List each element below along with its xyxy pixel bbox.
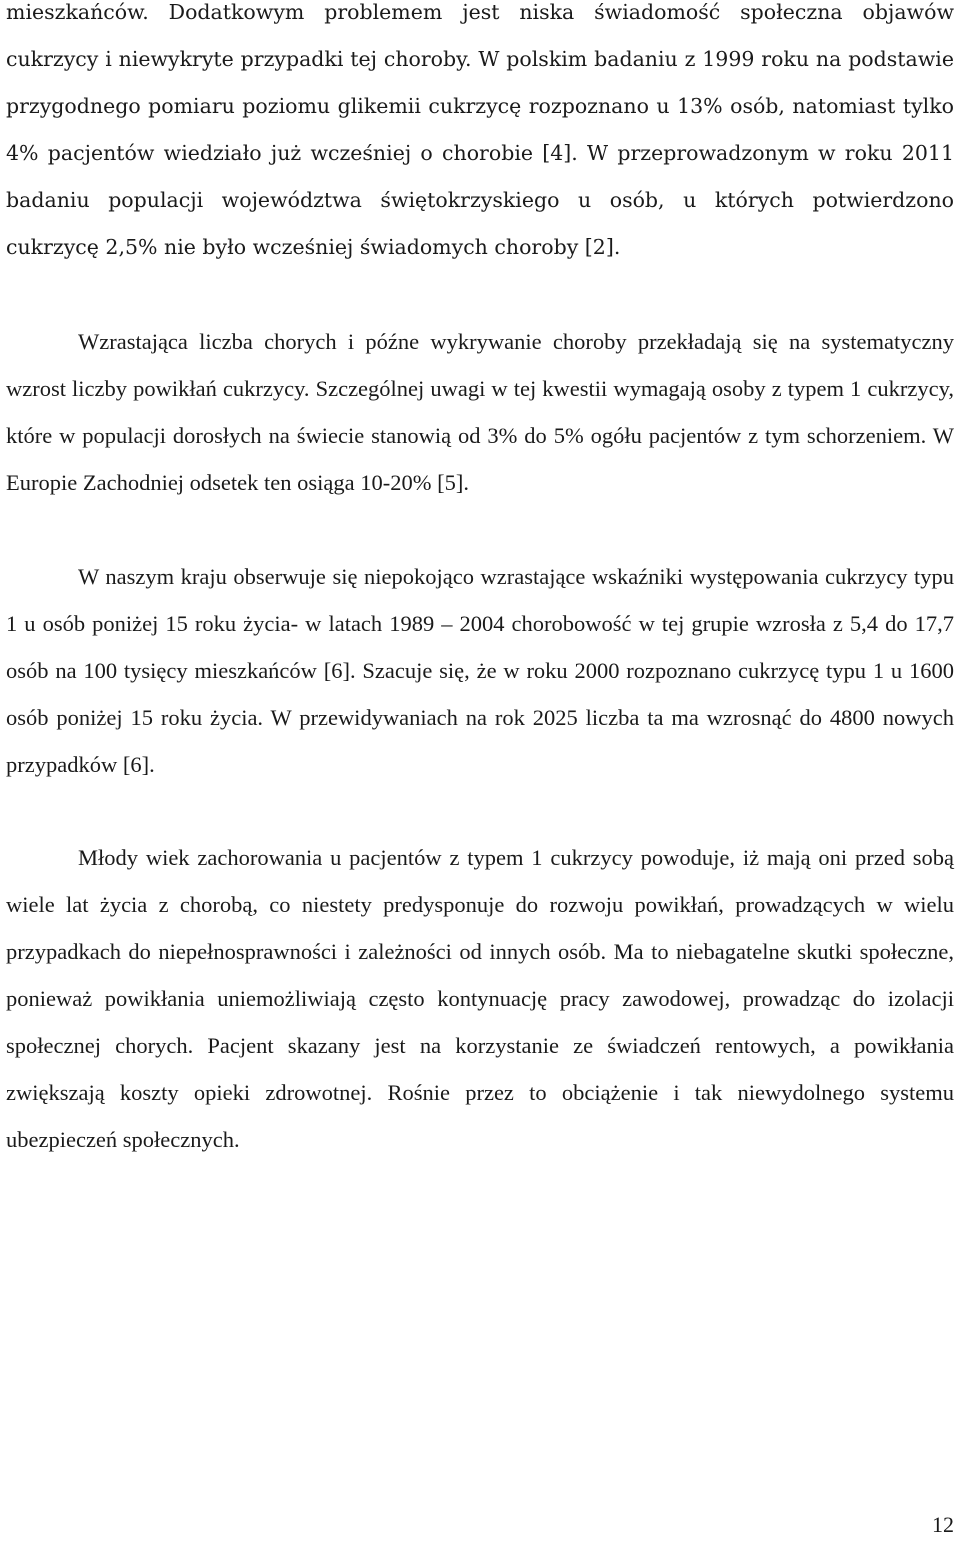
page-number: 12 (932, 1512, 954, 1537)
paragraph-type1-incidence-poland: W naszym kraju obserwuje się niepokojąco wzrastające wskaźniki występowania cukrzycy typu 1 u osób poniżej 15 roku życia- w latach 1989 – 2004 chorobowość w tej grupie wzrosła z 5,4 do 17,7 osób na 100 tysięcy mieszkańców [6]. Szacuje się, że w roku 2000 rozpoznano cukrzycę typu 1 u 1600 osób poniżej 15 roku życia. W przewidywaniach na rok 2025 liczba ta ma wzrosnąć do 4800 nowych przypadków [6]. (6, 564, 954, 777)
paragraph-diabetes-awareness: mieszkańców. Dodatkowym problemem jest niska świadomość społeczna objawów cukrzycy i niewykryte przypadki tej choroby. W polskim badaniu z 1999 roku na podstawie przygodnego pomiaru poziomu glikemii cukrzycę rozpoznano u 13% osób, natomiast tylko 4% pacjentów wiedziało już wcześniej o chorobie [4]. W przeprowadzonym w roku 2011 badaniu populacji województwa świętokrzyskiego u osób, u których potwierdzono cukrzycę 2,5% nie było wcześniej świadomych choroby [2]. (6, 0, 954, 259)
paragraph-complications-growth: Wzrastająca liczba chorych i późne wykrywanie choroby przekładają się na systematyczny wzrost liczby powikłań cukrzycy. Szczególnej uwagi w tej kwestii wymagają osoby z typem 1 cukrzycy, które w populacji dorosłych na świecie stanowią od 3% do 5% ogółu pacjentów z tym schorzeniem. W Europie Zachodniej odsetek ten osiąga 10-20% [5]. (6, 329, 954, 495)
paragraph-social-consequences: Młody wiek zachorowania u pacjentów z typem 1 cukrzycy powoduje, iż mają oni przed sobą wiele lat życia z chorobą, co niestety predysponuje do rozwoju powikłań, prowadzących w wielu przypadkach do niepełnosprawności i zależności od innych osób. Ma to niebagatelne skutki społeczne, ponieważ powikłania uniemożliwiają często kontynuację pracy zawodowej, prowadząc do izolacji społecznej chorych. Pacjent skazany jest na korzystanie ze świadczeń rentowych, a powikłania zwiększają koszty opieki zdrowotnej. Rośnie przez to obciążenie i tak niewydolnego systemu ubezpieczeń społecznych. (6, 845, 954, 1152)
